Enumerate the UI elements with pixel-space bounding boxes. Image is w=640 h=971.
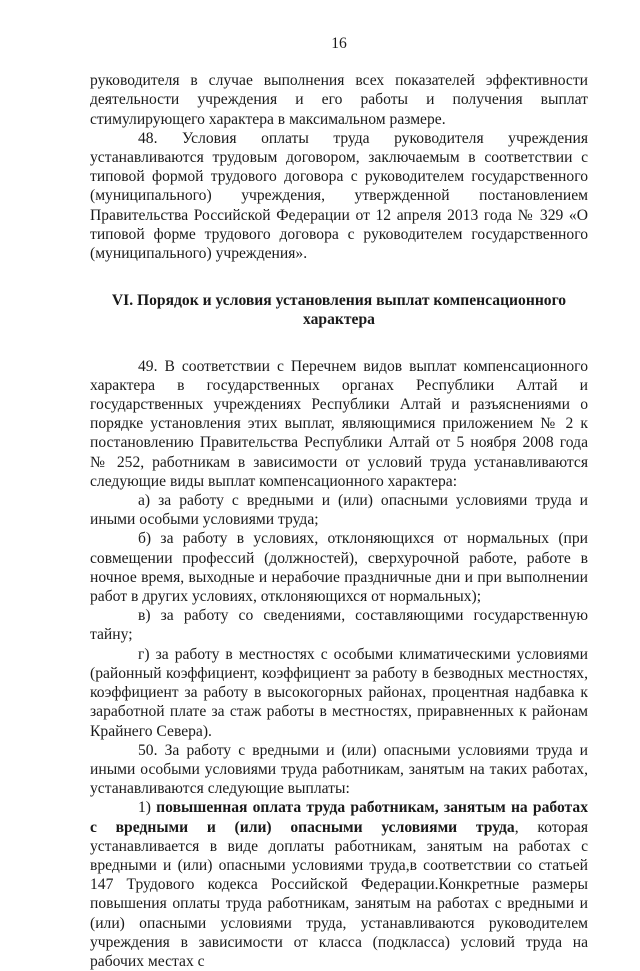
item-1-number: 1) — [138, 799, 151, 817]
paragraph-48: 48. Условия оплаты труда руководителя учреждения устанавливаются трудовым договором, заключаемым в соответствии с типовой формой трудового договора с руководителем государственного (муниципального) учреждения, утвержденной постановлением Правительства Российской Федерации от 12 апреля 2013 года № 329 «О типовой форме трудового договора с руководителем государственного (муниципального) учреждения». — [90, 129, 588, 263]
paragraph-intro: руководителя в случае выполнения всех показателей эффективности деятельности учреждения и его работы и получения выплат стимулирующего характера в максимальном размере. — [90, 72, 588, 128]
document-page — [90, 34, 588, 971]
paragraph-50-item-1 — [90, 798, 588, 971]
item-1-bold-text: повышенная оплата труда работникам, занятым на работах с вредными и (или) опасными условиями труда — [90, 799, 588, 836]
list-item-b: б) за работу в условиях, отклоняющихся от нормальных (при совмещении профессий (должностей), сверхурочной работе, работе в ночное время, выходные и нерабочие праздничные дни и при выполнении работ в других условиях, отклоняющихся от нормальных); — [90, 530, 588, 606]
section-heading — [90, 291, 588, 329]
page-number: 16 — [331, 35, 347, 52]
section-heading-line-2: характера — [303, 311, 375, 329]
paragraph-50: 50. За работу с вредными и (или) опасными условиями труда и иными особыми условиями труда работникам, занятым на таких работах, устанавливаются следующие выплаты: — [90, 741, 588, 798]
list-item-g: г) за работу в местностях с особыми климатическими условиями (районный коэффициент, коэффициент за работу в безводных местностях, коэффициент за работу в высокогорных районах, процентная надбавка к заработной плате за стаж работы в местностях, приравненных к районам Крайнего Севера). — [90, 645, 588, 740]
item-1-text: , которая устанавливается в виде доплаты работникам, занятым на работах с вредными и (или) опасными условиями труда,в соответствии со статьей 147 Трудового кодекса Российской Федерации.Конкретные размеры повышения оплаты труда работникам, занятым на работах с вредными и (или) опасными условиями труда, устанавливаются руководителем учреждения в зависимости от класса (подкласса) условий труда на рабочих местах с — [90, 818, 589, 970]
section-heading-line-1: VI. Порядок и условия установления выплат компенсационного — [111, 292, 567, 310]
list-item-v: в) за работу со сведениями, составляющими государственную тайну; — [90, 607, 588, 644]
paragraph-49: 49. В соответствии с Перечнем видов выплат компенсационного характера в государственных органах Республики Алтай и государственных учреждениях Республики Алтай и разъяснениями о порядке установления этих выплат, являющимися приложением № 2 к постановлению Правительства Республики Алтай от 5 ноября 2008 года № 252, работникам в зависимости от условий труда устанавливаются следующие виды выплат компенсационного характера: — [90, 357, 588, 490]
list-item-a: а) за работу с вредными и (или) опасными условиями труда и иными особыми условиями труда; — [90, 492, 588, 529]
